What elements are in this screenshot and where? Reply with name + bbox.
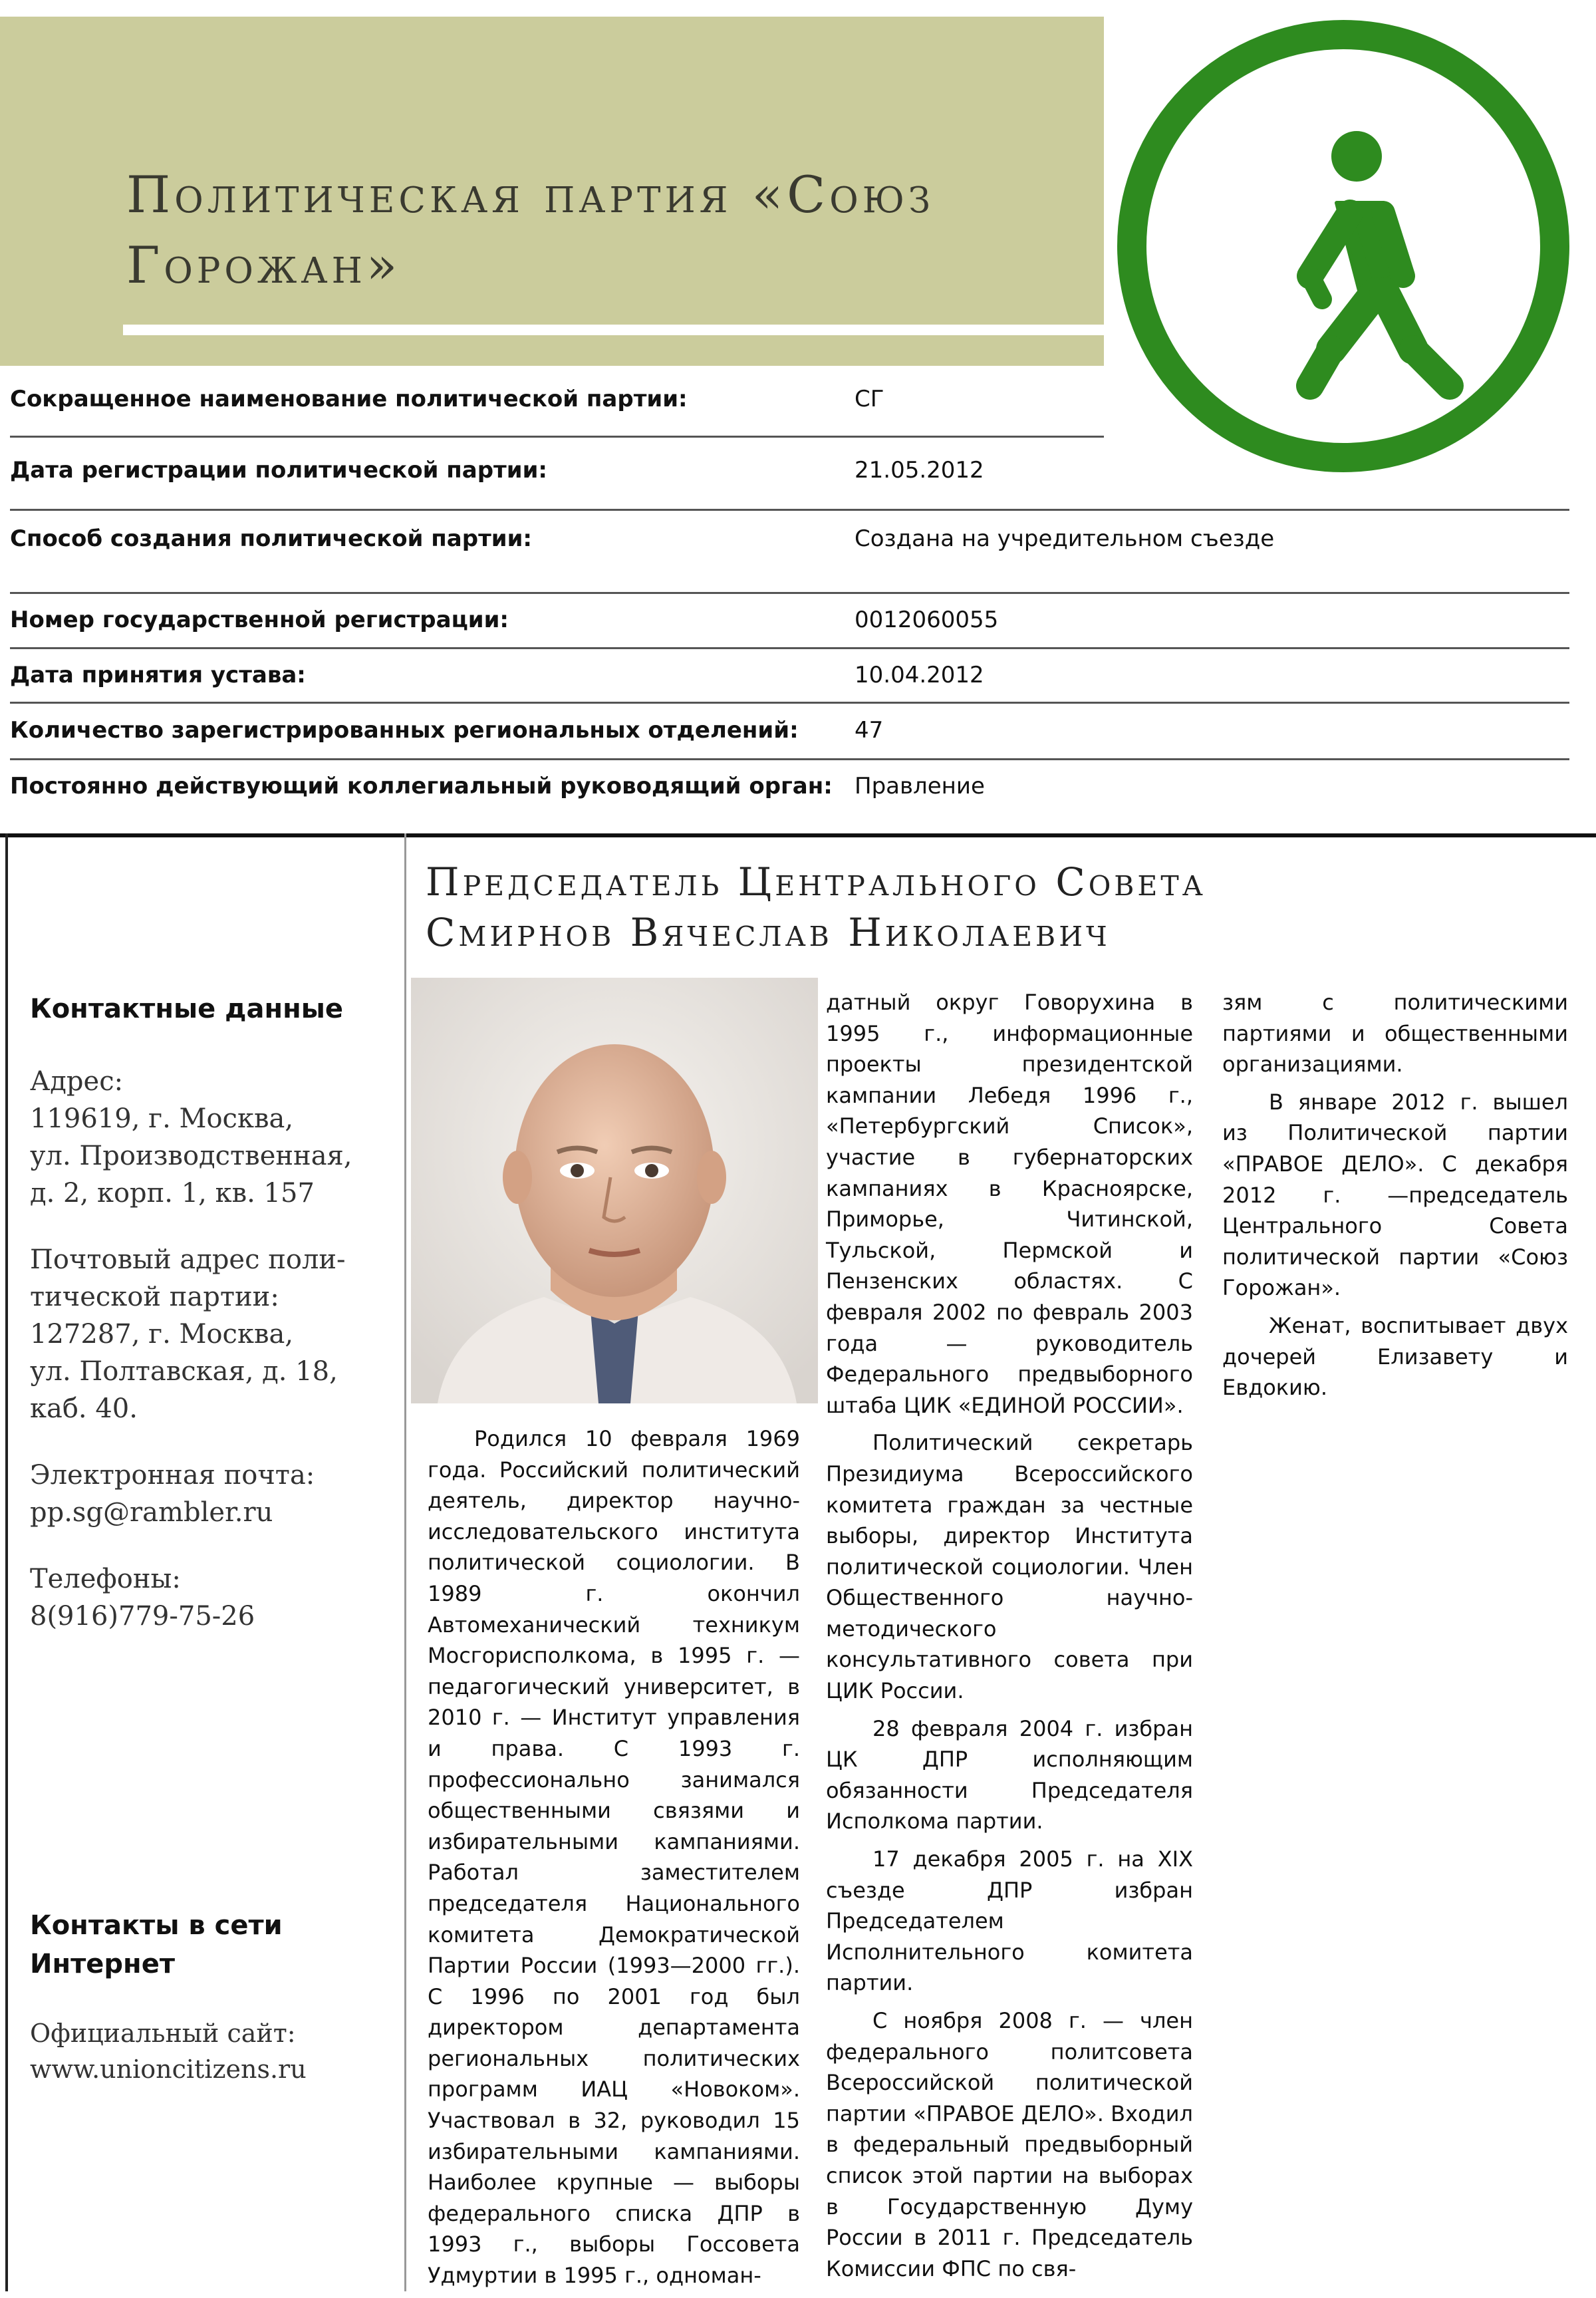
- bio-column-2: [826, 987, 1193, 2291]
- row-divider: [10, 647, 1569, 649]
- internet-block: [30, 2015, 402, 2087]
- address-line: д. 2, корп. 1, кв. 157: [30, 1178, 315, 1209]
- phone-value: 8(916)779-75-26: [30, 1601, 255, 1632]
- bio-column-3: [1222, 987, 1568, 1410]
- address-line: ул. Производственная,: [30, 1141, 352, 1171]
- phones-label: Телефоны:: [30, 1564, 181, 1594]
- bio-paragraph: 28 февраля 2004 г. избран ЦК ДПР исполняющим обязанности Председателя Исполкома партии.: [826, 1715, 1193, 1834]
- bio-paragraph: Родился 10 февраля 1969 года. Российский политический деятель, директор научно-исследовательского института политической социологии. В 1989 г. окончил Автомеханический техникум Мосгорисполкома, в 1995 г. — педагогический университет, в 2010 г. — Институт управления и права. С 1993 г. профессионально занимался общественными связями и избирательными кампаниями. Работал заместителем председателя Национального комитета Демократической Партии России (1993—2000 гг.). С 1996 по 2001 год был директором департамента региональных политических программ ИАЦ «Новоком». Участвовал в 32, руководил 15 избирательными кампаниями. Наиболее крупные — выборы федерального списка ДПР в 1993 г., выборы Госсовета Удмуртии в 1995 г., одноман-: [428, 1426, 800, 2289]
- contacts-heading: Контактные данные: [30, 994, 344, 1024]
- postal-line: ул. Полтавская, д. 18,: [30, 1356, 338, 1387]
- header-divider: [123, 325, 1104, 335]
- info-value-governing-body: Правление: [855, 773, 985, 799]
- postal-line: каб. 40.: [30, 1393, 138, 1424]
- site-label: Официальный сайт:: [30, 2019, 296, 2048]
- row-divider: [10, 758, 1569, 760]
- bio-paragraph: зям с политическими партиями и общественными организациями.: [1222, 990, 1568, 1077]
- site-link[interactable]: www.unioncitizens.ru: [30, 2055, 307, 2084]
- info-label-charter-date: Дата принятия устава:: [10, 662, 306, 688]
- postal-line: Почтовый адрес поли-: [30, 1244, 346, 1275]
- info-value-regional-branches: 47: [855, 717, 884, 744]
- chairman-position: Председатель Центрального Совета: [426, 859, 1206, 905]
- postal-line: тической партии:: [30, 1282, 279, 1312]
- row-divider: [10, 509, 1569, 511]
- address-line: 119619, г. Москва,: [30, 1103, 294, 1134]
- left-border: [5, 833, 8, 2291]
- bio-paragraph: 17 декабря 2005 г. на XIX съезде ДПР избран Председателем Исполнительного комитета партии.: [826, 1846, 1193, 1996]
- bio-paragraph: Политический секретарь Президиума Всероссийского комитета граждан за честные выборы, директор Института политической социологии. Член Общественного научно-методического консультативного совета при ЦИК России.: [826, 1430, 1193, 1704]
- email-value[interactable]: pp.sg@rambler.ru: [30, 1497, 273, 1528]
- chairman-name: Смирнов Вячеслав Николаевич: [426, 910, 1111, 955]
- info-value-creation-method: Создана на учредительном съезде: [855, 525, 1275, 552]
- postal-line: 127287, г. Москва,: [30, 1319, 294, 1350]
- row-divider: [10, 436, 1104, 438]
- internet-heading: [30, 1906, 389, 1983]
- info-label-governing-body: Постоянно действующий коллегиальный руководящий орган:: [10, 773, 833, 799]
- section-divider: [0, 833, 1596, 837]
- row-divider: [10, 702, 1569, 704]
- internet-heading-line: Интернет: [30, 1949, 176, 1979]
- bio-paragraph: С ноября 2008 г. — член федерального политсовета Всероссийской политической партии «ПРАВОЕ ДЕЛО». Входил в федеральный предвыборный список этой партии на выборах в Государственную Думу России в 2011 г. Председатель Комиссии ФПС по свя-: [826, 2008, 1193, 2281]
- bio-paragraph: В январе 2012 г. вышел из Политической партии «ПРАВОЕ ДЕЛО». С декабря 2012 г. —председатель Центрального Совета политической партии «Союз Горожан».: [1222, 1089, 1568, 1301]
- info-value-abbreviation: СГ: [855, 386, 884, 412]
- chairman-photo: [411, 978, 818, 1403]
- bio-paragraph: датный округ Говорухина в 1995 г., информационные проекты президентской кампании Лебедя 1996 г., «Петербургский Список», участие в губернаторских кампаниях в Красноярске, Приморье, Читинской, Тульской, Пермской и Пензенских областях. С февраля 2002 по февраль 2003 года — руководитель Федерального предвыборного штаба ЦИК «ЕДИНОЙ РОССИИ».: [826, 990, 1193, 1418]
- info-label-regional-branches: Количество зарегистрированных региональных отделений:: [10, 717, 799, 744]
- info-value-registration-date: 21.05.2012: [855, 457, 984, 484]
- contacts-block: [30, 1063, 402, 1635]
- info-value-charter-date: 10.04.2012: [855, 662, 984, 688]
- info-value-registration-number: 0012060055: [855, 607, 999, 633]
- info-label-registration-number: Номер государственной регистрации:: [10, 607, 509, 633]
- bio-paragraph: Женат, воспитывает двух дочерей Елизавету и Евдокию.: [1222, 1312, 1568, 1401]
- sidebar-divider: [404, 833, 406, 2291]
- party-logo: [1111, 13, 1576, 479]
- page-title: Политическая партия «Союз Горожан»: [126, 165, 934, 295]
- info-label-registration-date: Дата регистрации политической партии:: [10, 457, 547, 484]
- info-label-creation-method: Способ создания политической партии:: [10, 525, 533, 552]
- email-label: Электронная почта:: [30, 1460, 315, 1491]
- chairman-heading: [426, 857, 1569, 958]
- row-divider: [10, 592, 1569, 594]
- bio-column-1: [428, 1423, 800, 2298]
- internet-heading-line: Контакты в сети: [30, 1910, 283, 1941]
- address-label: Адрес:: [30, 1066, 124, 1097]
- info-label-abbreviation: Сокращенное наименование политической партии:: [10, 386, 688, 412]
